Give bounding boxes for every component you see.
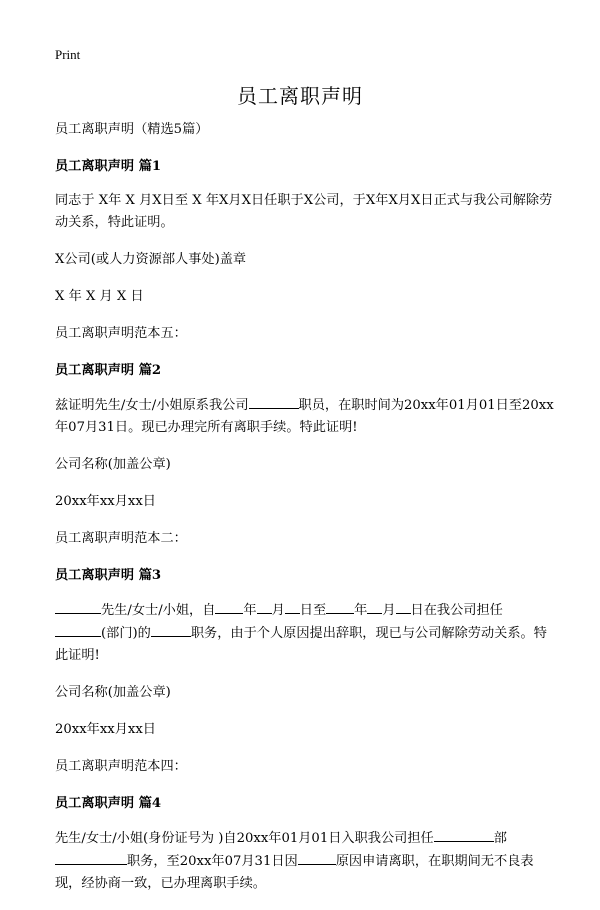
document-subtitle: 员工离职声明（精选5篇）: [55, 122, 209, 137]
section-3-next-label: 员工离职声明范本四：: [55, 759, 187, 774]
fill-blank: [55, 850, 127, 865]
fill-blank: [298, 850, 336, 865]
fill-blank: [257, 599, 272, 614]
fill-blank: [434, 827, 494, 842]
section-4-text: 职务，至20xx年07月31日因: [127, 854, 298, 869]
document-content: [55, 119, 555, 910]
fill-blank: [215, 599, 243, 614]
section-heading-2: 员工离职声明 篇2: [55, 363, 162, 378]
section-2-body: [55, 394, 555, 439]
section-1-date: X 年 X 月 X 日: [55, 289, 144, 304]
section-heading-4: 员工离职声明 篇4: [55, 796, 162, 811]
section-3-text: 月: [382, 603, 396, 618]
print-link[interactable]: Print: [55, 47, 81, 62]
section-4-body: [55, 827, 555, 895]
fill-blank: [285, 599, 300, 614]
section-4-text: 先生/女士/小姐(身份证号为 )自20xx年01月01日入职我公司担任: [55, 831, 434, 846]
section-3-text: 日在我公司担任: [410, 603, 503, 618]
section-3-text: 年: [243, 603, 257, 618]
section-3-text: 先生/女士/小姐，自: [101, 603, 216, 618]
section-2-body-a: 兹证明先生/女士/小姐原系我公司: [55, 398, 249, 413]
section-2-company: 公司名称(加盖公章): [55, 457, 171, 472]
section-1-next-label: 员工离职声明范本五：: [55, 326, 187, 341]
document-title: 员工离职声明: [237, 84, 363, 108]
section-3-text: 月: [271, 603, 285, 618]
section-3-company: 公司名称(加盖公章): [55, 685, 171, 700]
section-heading-1: 员工离职声明 篇1: [55, 159, 162, 174]
section-3-date: 20xx年xx月xx日: [55, 722, 156, 737]
section-1-body: 同志于 X年 X 月X日至 X 年X月X日任职于X公司，于X年X月X日正式与我公司解除劳动关系，特此证明。: [55, 193, 553, 230]
section-2-next-label: 员工离职声明范本二：: [55, 531, 187, 546]
section-3-text: (部门)的: [101, 626, 151, 641]
fill-blank: [249, 394, 299, 409]
section-2-date: 20xx年xx月xx日: [55, 494, 156, 509]
section-4-text: 部: [493, 831, 507, 846]
section-heading-3: 员工离职声明 篇3: [55, 568, 162, 583]
section-3-text: 职务，由于个人原因提出辞职，现已与公司解除劳动关系。特此证明!: [55, 626, 547, 663]
section-3-text: 日至: [299, 603, 327, 618]
fill-blank: [396, 599, 411, 614]
fill-blank: [151, 622, 191, 637]
section-3-body: [55, 599, 555, 667]
fill-blank: [55, 622, 101, 637]
fill-blank: [367, 599, 382, 614]
fill-blank: [55, 599, 101, 614]
section-3-text: 年: [354, 603, 368, 618]
section-1-company: X公司(或人力资源部人事处)盖章: [55, 252, 247, 267]
fill-blank: [326, 599, 354, 614]
section-2-body-b: 职员，在职时间为20xx年01月01日至20xx年07月31日。现已办理完所有离职手续。特此证明!: [55, 398, 554, 435]
section-4-text: 原因申请离职，在职期间无不良表现，经协商一致，已办理离职手续。: [55, 854, 534, 891]
